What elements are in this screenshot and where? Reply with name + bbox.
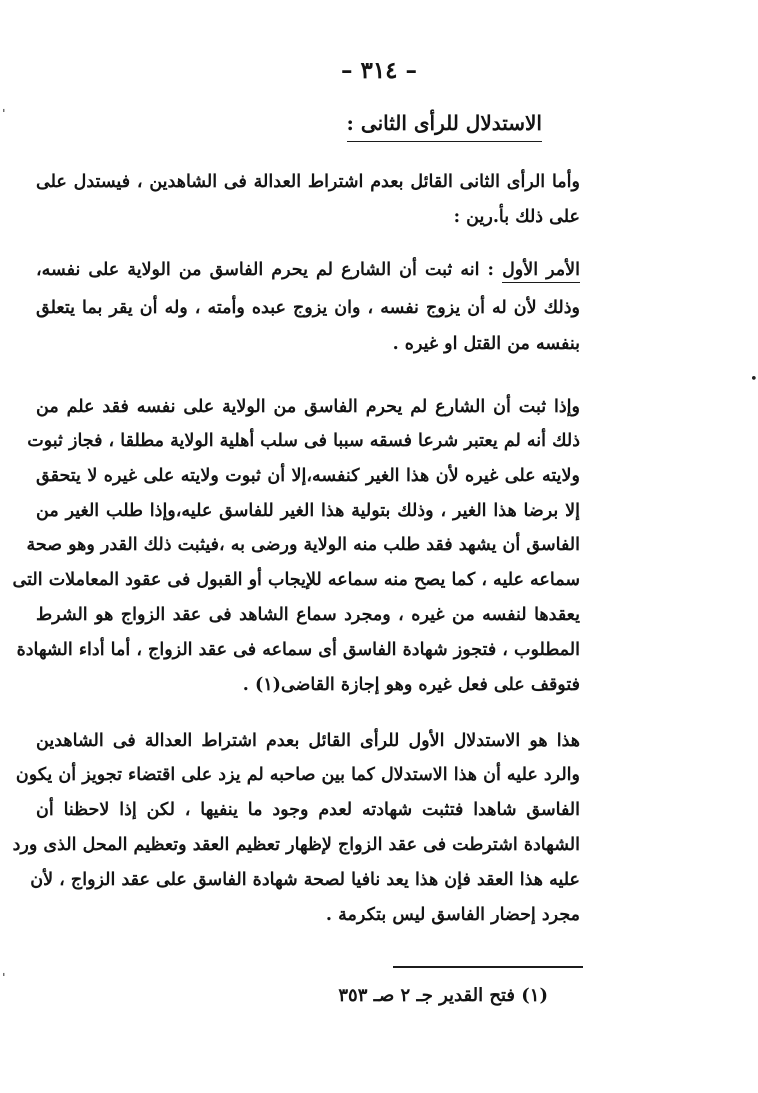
conclusion-line-3: الفاسق شاهدا فتثبت شهادته لعدم وجود ما ينفيها ، لكن إذا لاحظنا أن bbox=[36, 800, 580, 820]
argument-line-5: الفاسق أن يشهد فقد طلب منه الولاية ورضى به ،فيثبت ذلك القدر وهو صحة bbox=[26, 535, 580, 555]
intro-line-2: على ذلك بأ.رين : bbox=[453, 207, 580, 227]
argument-line-7: يعقدها لنفسه من غيره ، ومجرد سماع الشاهد فى عقد الزواج هو الشرط bbox=[36, 605, 580, 625]
argument-line-1: وإذا ثبت أن الشارع لم يحرم الفاسق من الولاية على نفسه فقد علم من bbox=[36, 397, 580, 417]
footnote-divider bbox=[393, 966, 583, 968]
intro-line-1: وأما الرأى الثانى القائل بعدم اشتراط العدالة فى الشاهدين ، فيستدل على bbox=[36, 172, 580, 192]
first-matter-lead: الأمر الأول bbox=[502, 260, 580, 283]
conclusion-line-6: مجرد إحضار الفاسق ليس بتكرمة . bbox=[325, 905, 580, 925]
first-matter-text: : انه ثبت أن الشارع لم يحرم الفاسق من الولاية على نفسه، bbox=[36, 260, 494, 280]
footnote: (١) فتح القدير جـ ٢ صـ ٣٥٣ bbox=[338, 985, 548, 1006]
section-heading: الاستدلال للرأى الثانى : bbox=[347, 111, 542, 142]
scan-speck: ˈ bbox=[2, 972, 6, 987]
page-number: – ٣١٤ – bbox=[340, 57, 418, 84]
first-matter-line-1 bbox=[36, 260, 580, 280]
conclusion-line-5: عليه هذا العقد فإن هذا يعد نافيا لصحة شهادة الفاسق على عقد الزواج ، لأن bbox=[30, 870, 580, 890]
first-matter-line-2: وذلك لأن له أن يزوج نفسه ، وان يزوج عبده وأمته ، وله أن يقر بما يتعلق bbox=[36, 298, 580, 318]
argument-line-8: المطلوب ، فتجوز شهادة الفاسق أى سماعه فى عقد الزواج ، أما أداء الشهادة bbox=[16, 640, 580, 660]
argument-line-9: فتوقف على فعل غيره وهو إجازة القاضى(١) . bbox=[242, 675, 580, 695]
first-matter-line-3: بنفسه من القتل او غيره . bbox=[392, 334, 580, 354]
conclusion-line-1: هذا هو الاستدلال الأول للرأى القائل بعدم اشتراط العدالة فى الشاهدين bbox=[36, 731, 580, 751]
argument-line-6: سماعه عليه ، كما يصح منه سماعه للإيجاب أو القبول فى عقود المعاملات التى bbox=[12, 570, 580, 590]
argument-line-2: ذلك أنه لم يعتبر شرعا فسقه سببا فى سلب أهلية الولاية مطلقا ، فجاز ثبوت bbox=[27, 431, 580, 451]
argument-line-4: إلا برضا هذا الغير ، وذلك بتولية هذا الغير للفاسق عليه،وإذا طلب الغير من bbox=[36, 501, 580, 521]
scan-speck: ˈ bbox=[2, 108, 6, 123]
scan-speck: • bbox=[750, 372, 758, 387]
conclusion-line-4: الشهادة اشترطت فى عقد الزواج لإظهار تعظيم العقد وتعظيم المحل الذى ورد bbox=[12, 835, 580, 855]
argument-line-3: ولايته على غيره لأن هذا الغير كنفسه،إلا أن ثبوت ولايته على غيره لا يتحقق bbox=[36, 466, 580, 486]
conclusion-line-2: والرد عليه أن هذا الاستدلال كما بين صاحبه لم يزد على اقتضاء تجويز أن يكون bbox=[15, 765, 580, 785]
